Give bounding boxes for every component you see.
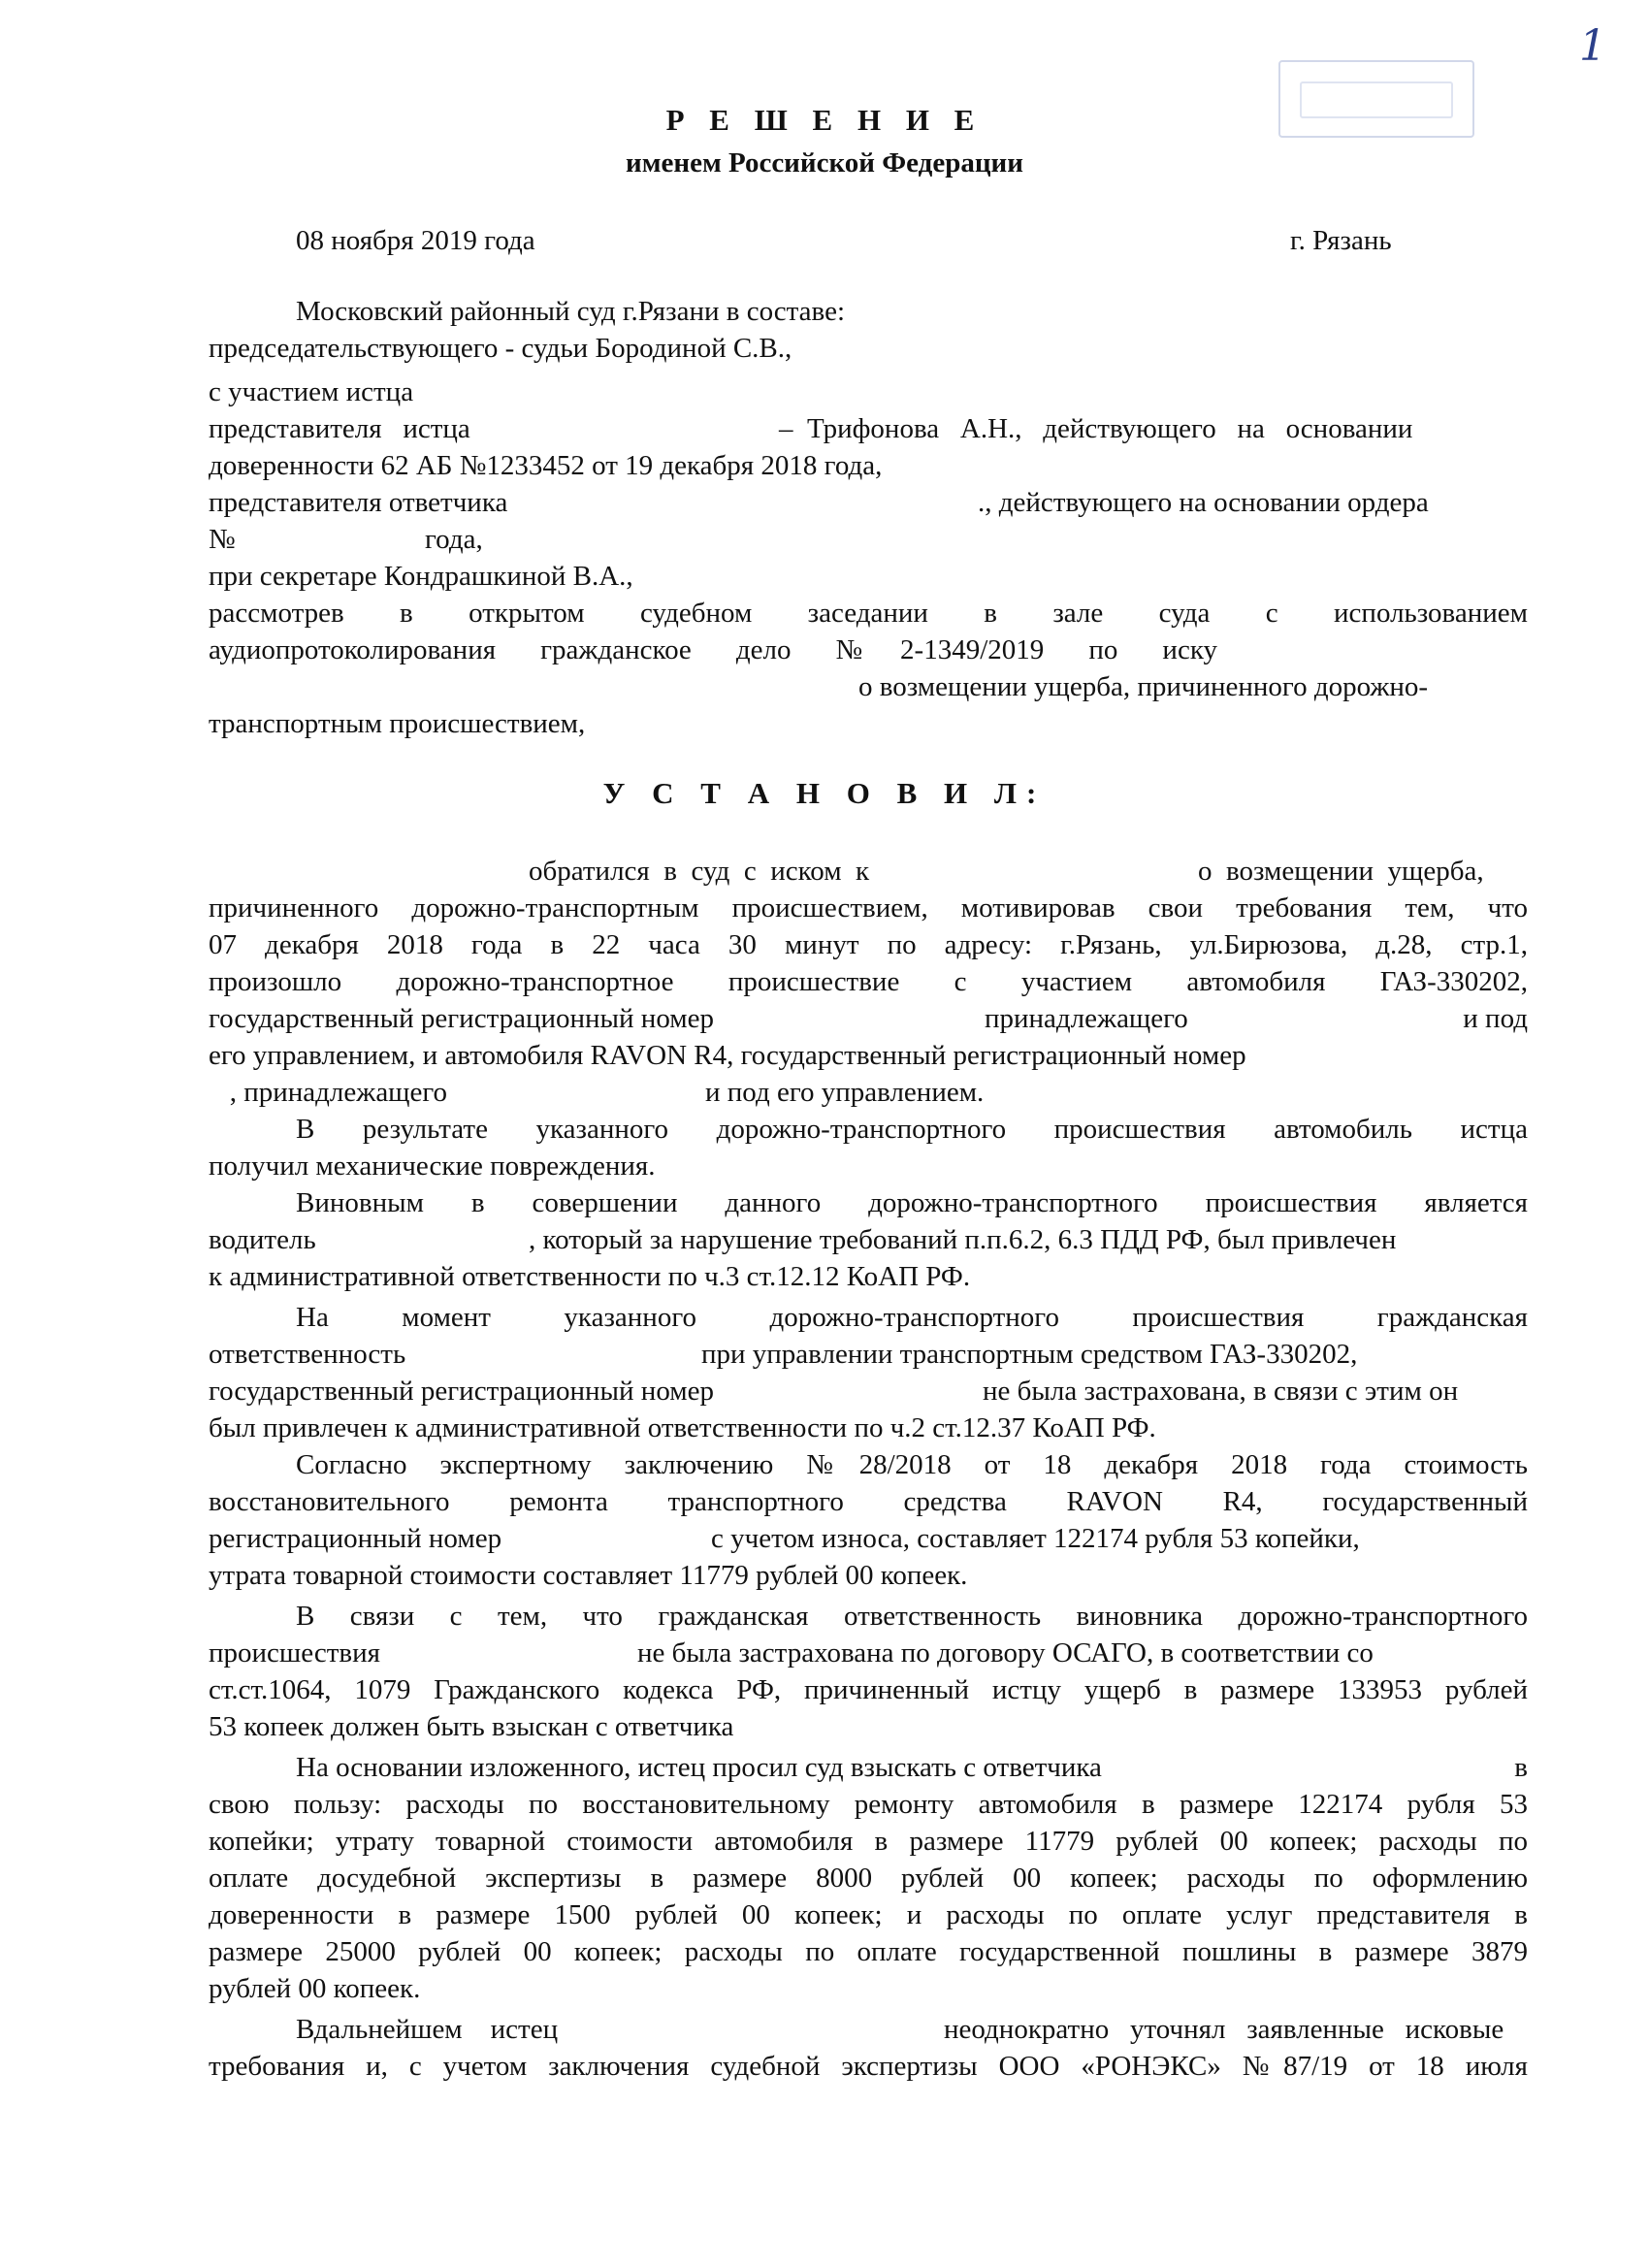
body-line: происшествия не была застрахована по договору ОСАГО, в соответствии со <box>209 1637 1374 1669</box>
body-line: 53 копеек должен быть взыскан с ответчика <box>209 1711 734 1742</box>
intro-line: рассмотрев в открытом судебном заседании в зале суда с использованием <box>209 598 1528 629</box>
body-line: получил механические повреждения. <box>209 1150 656 1182</box>
body-line: свою пользу: расходы по восстановительному ремонту автомобиля в размере 122174 рубля 53 <box>209 1789 1528 1820</box>
intro-line: о возмещении ущерба, причиненного дорожно- <box>858 671 1429 702</box>
body-line: размере 25000 рублей 00 копеек; расходы по оплате государственной пошлины в размере 3879 <box>209 1936 1528 1967</box>
intro-line: председательствующего - судьи Бородиной С.В., <box>209 333 792 364</box>
intro-line: при секретаре Кондрашкиной В.А., <box>209 561 633 592</box>
body-line: 07 декабря 2018 года в 22 часа 30 минут по адресу: г.Рязань, ул.Бирюзова, д.28, стр.1, <box>209 929 1528 960</box>
body-line: ответственность при управлении транспортным средством ГАЗ-330202, <box>209 1339 1358 1370</box>
body-line: Виновным в совершении данного дорожно-транспортного происшествия является <box>296 1187 1528 1218</box>
body-line: Вдальнейшем истец неоднократно уточнял заявленные исковые <box>296 2014 1504 2045</box>
body-line: государственный регистрационный номер не была застрахована, в связи с этим он <box>209 1376 1459 1407</box>
body-line: регистрационный номер с учетом износа, составляет 122174 рубля 53 копейки, <box>209 1523 1360 1554</box>
decision-city: г. Рязань <box>1290 225 1392 256</box>
intro-line: с участием истца <box>209 376 414 407</box>
body-line: На момент указанного дорожно-транспортного происшествия гражданская <box>296 1302 1528 1333</box>
decision-date: 08 ноября 2019 года <box>296 225 535 256</box>
intro-line: транспортным происшествием, <box>209 708 586 739</box>
page-number: 1 <box>1579 21 1606 71</box>
body-line: причиненного дорожно-транспортным происшествием, мотивировав свои требования тем, что <box>209 892 1528 923</box>
body-line: ст.ст.1064, 1079 Гражданского кодекса РФ, причиненный истцу ущерб в размере 133953 рублей <box>209 1674 1528 1705</box>
body-line: обратился в суд с иском к о возмещении ущерба, <box>529 856 1484 887</box>
body-line: произошло дорожно-транспортное происшествие с участием автомобиля ГАЗ-330202, <box>209 966 1528 997</box>
body-line: доверенности в размере 1500 рублей 00 копеек; и расходы по оплате услуг представителя в <box>209 1899 1528 1930</box>
body-line: его управлением, и автомобиля RAVON R4, государственный регистрационный номер <box>209 1040 1246 1071</box>
document-subtitle: именем Российской Федерации <box>626 147 1023 178</box>
body-line: копейки; утрату товарной стоимости автомобиля в размере 11779 рублей 00 копеек; расходы по <box>209 1826 1528 1857</box>
body-line: утрата товарной стоимости составляет 11779 рублей 00 копеек. <box>209 1560 968 1591</box>
body-line: На основании изложенного, истец просил суд взыскать с ответчика в <box>296 1752 1528 1783</box>
body-line: водитель , который за нарушение требований п.п.6.2, 6.3 ПДД РФ, был привлечен <box>209 1224 1397 1255</box>
body-line: оплате досудебной экспертизы в размере 8000 рублей 00 копеек; расходы по оформлению <box>209 1863 1528 1894</box>
body-line: В результате указанного дорожно-транспортного происшествия автомобиль истца <box>296 1114 1528 1145</box>
body-line: государственный регистрационный номер принадлежащего и под <box>209 1003 1528 1034</box>
body-line: восстановительного ремонта транспортного средства RAVON R4, государственный <box>209 1486 1528 1517</box>
intro-line: доверенности 62 АБ №1233452 от 19 декабря 2018 года, <box>209 450 883 481</box>
body-line: В связи с тем, что гражданская ответственность виновника дорожно-транспортного <box>296 1601 1528 1632</box>
section-title: У С Т А Н О В И Л: <box>602 776 1047 810</box>
body-line: рублей 00 копеек. <box>209 1973 421 2004</box>
document-title: Р Е Ш Е Н И Е <box>665 103 984 137</box>
body-line: к административной ответственности по ч.3 ст.12.12 КоАП РФ. <box>209 1261 971 1292</box>
body-line: Согласно экспертному заключению №28/2018 от 18 декабря 2018 года стоимость <box>296 1449 1528 1480</box>
body-line: был привлечен к административной ответственности по ч.2 ст.12.37 КоАП РФ. <box>209 1412 1156 1443</box>
intro-line: Московский районный суд г.Рязани в составе: <box>296 296 846 327</box>
body-line: требования и, с учетом заключения судебной экспертизы ООО «РОНЭКС» №87/19 от 18 июля <box>209 2051 1528 2082</box>
document-page: 1 Р Е Ш Е Н И Е именем Российской Федерации 08 ноября 2019 года г. Рязань Московский районный суд г.Рязани в составе: председательствующего - судьи Бородиной С.В., с участием истца представителя истца – Трифонова А.Н., действующего на основании доверенности 62 АБ №1233452 от 19 декабря 2018 года, представителя ответчика ., действующего на основании ордера № года, при секретаре Кондрашкиной В.А., рассмотрев в открытом судебном заседании в зале суда с использованием аудиопротоколирования гражданское дело №2-1349/2019 по иску о возмещении ущерба, причиненного дорожно- транспортным происшествием, У С Т А Н О В И Л: обратился в суд с иском к о возмещении ущерба, причиненного дорожно-транспортным происшествием, мотивировав свои требования тем, что 07 декабря 2018 года в 22 часа 30 минут по адресу: г.Рязань, ул.Бирюзова, д.28, стр.1, произошло дорожно-транспортное происшествие с участием автомобиля ГАЗ-330202, государственный регистрационный номер принадлежащего и под его управлением, и автомобиля RAVON R4, государственный регистрационный номер , принадлежащего и под его управлением. В результате указанного дорожно-транспортного происшествия автомобиль истца получил механические повреждения. Виновным в совершении данного дорожно-транспортного происшествия является водитель , который за нарушение требований п.п.6.2, 6.3 ПДД РФ, был привлечен к административной ответственности по ч.3 ст.12.12 КоАП РФ. На момент указанного дорожно-транспортного происшествия гражданская ответственность при управлении транспортным средством ГАЗ-330202, государственный регистрационный номер не была застрахована, в связи с этим он был привлечен к административной ответственности по ч.2 ст.12.37 КоАП РФ. Согласно экспертному заключению №28/2018 от 18 декабря 2018 года стоимость восстановительного ремонта транспортного средства RAVON R4, государственный регистрационный номер с учетом износа, составляет 122174 рубля 53 копейки, утрата товарной стоимости составляет 11779 рублей 00 копеек. В связи с тем, что гражданская ответственность виновника дорожно-транспортного происшествия не была застрахована по договору ОСАГО, в соответствии со ст.ст.1064, 1079 Гражданского кодекса РФ, причиненный истцу ущерб в размере 133953 рублей 53 копеек должен быть взыскан с ответчика На основании изложенного, истец просил суд взыскать с ответчика в свою пользу: расходы по восстановительному ремонту автомобиля в размере 122174 рубля 53 копейки; утрату товарной стоимости автомобиля в размере 11779 рублей 00 копеек; расходы по оплате досудебной экспертизы в размере 8000 рублей 00 копеек; расходы по оформлению доверенности в размере 1500 рублей 00 копеек; и расходы по оплате услуг представителя в размере 25000 рублей 00 копеек; расходы по оплате государственной пошлины в размере 3879 рублей 00 копеек. Вдальнейшем истец неоднократно уточнял заявленные исковые требования и, с учетом заключения судебной экспертизы ООО «РОНЭКС» №87/19 от 18 июля <box>0 0 1649 2268</box>
intro-line: аудиопротоколирования гражданское дело №2-1349/2019 по иску <box>209 634 1217 665</box>
